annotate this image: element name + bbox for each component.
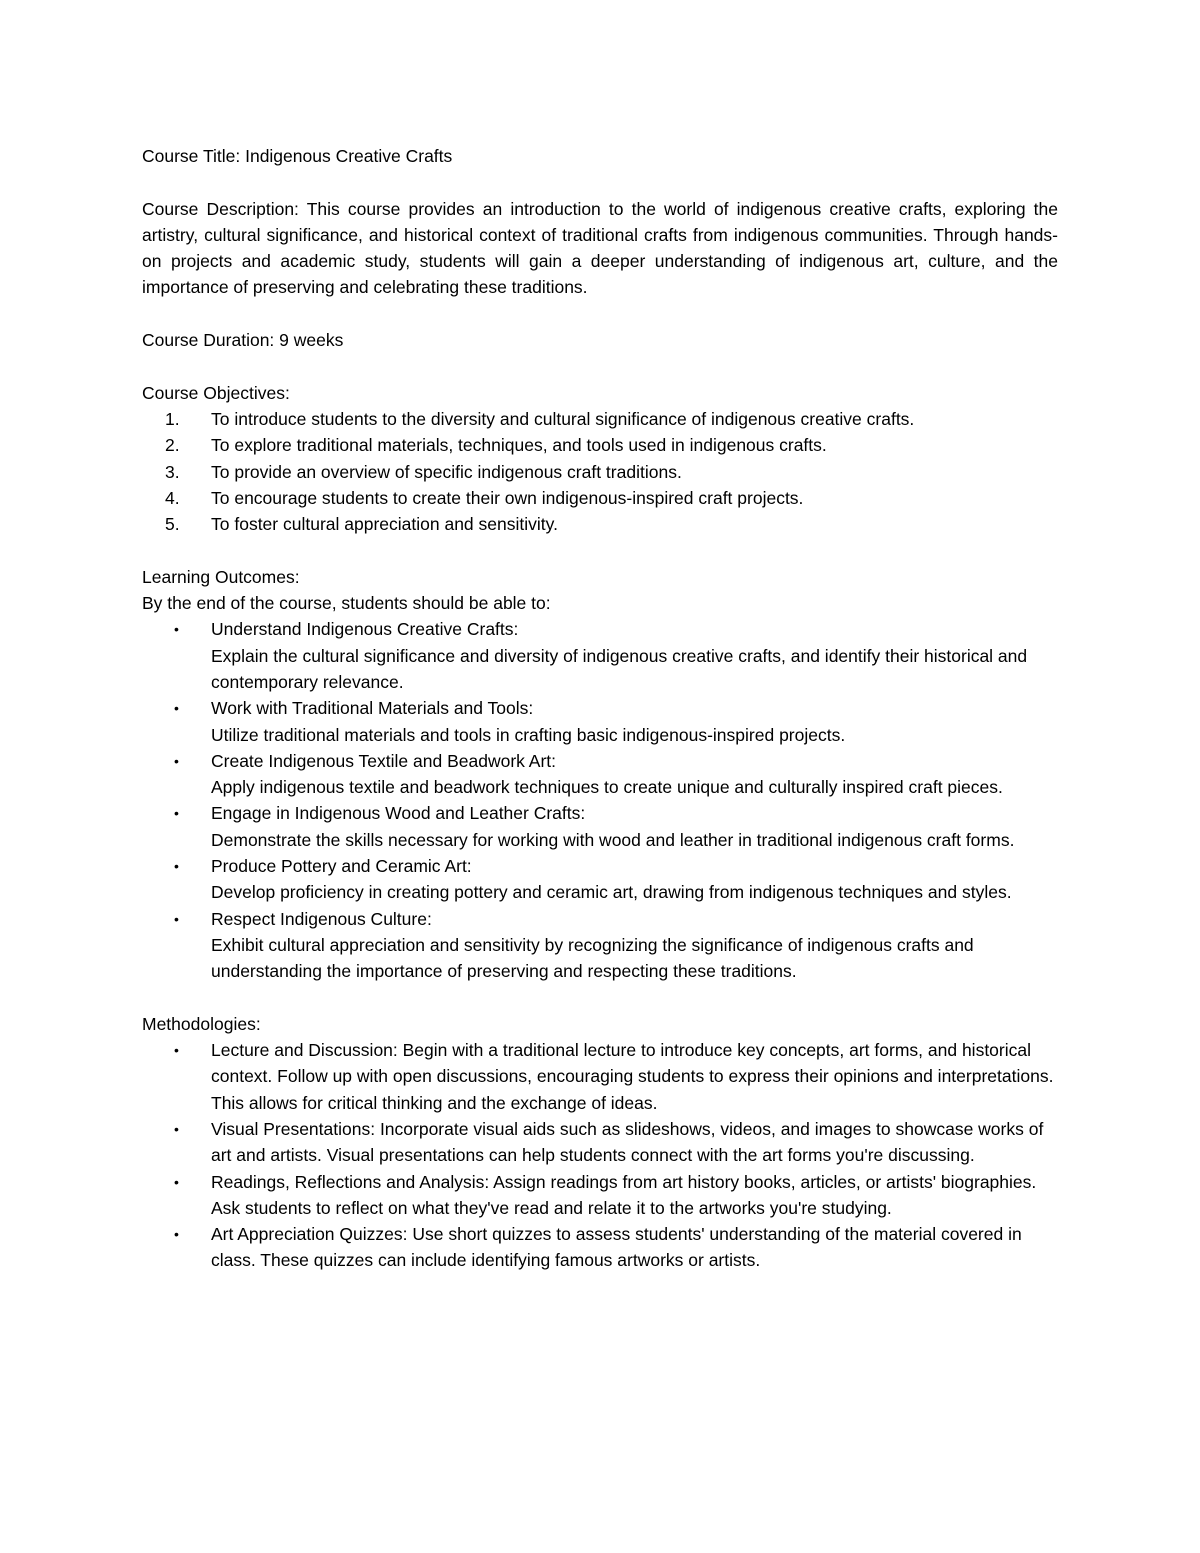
outcome-description: Exhibit cultural appreciation and sensitivity by recognizing the significance of indigenous crafts and understanding the importance of preserving and respecting these traditions. [211,934,974,982]
list-item [142,906,1058,985]
list-number: 1. [165,408,180,429]
methodology-text: Readings, Reflections and Analysis: Assign readings from art history books, articles, or artists' biographies. Ask students to reflect on what they've read and relate it to the artworks you're studying. [211,1171,1037,1218]
outcome-title: Create Indigenous Textile and Beadwork Art: [211,750,557,771]
list-item [142,485,1058,511]
outcome-title: Respect Indigenous Culture: [211,908,432,929]
list-item [142,1221,1058,1274]
bullet-icon: • [174,1120,179,1137]
bullet-icon: • [174,621,179,638]
list-number: 2. [165,435,180,456]
objectives-list [142,406,1058,537]
methodology-text: Lecture and Discussion: Begin with a traditional lecture to introduce key concepts, art forms, and historical context. Follow up with open discussions, encouraging students to express their opinions and interpretations. This allows for critical thinking and the exchange of ideas. [211,1040,1054,1113]
spacer [142,301,1058,327]
objective-text: To explore traditional materials, techniques, and tools used in indigenous crafts. [211,435,827,456]
document-page [142,143,1058,1274]
methodologies-heading: Methodologies: [142,1013,261,1034]
outcomes-intro: By the end of the course, students should be able to: [142,593,551,614]
spacer [142,353,1058,379]
list-item [142,1116,1058,1169]
list-item [142,459,1058,485]
bullet-icon: • [174,910,179,927]
objective-text: To introduce students to the diversity and cultural significance of indigenous creative crafts. [211,408,915,429]
outcome-title: Understand Indigenous Creative Crafts: [211,619,519,640]
spacer [142,537,1058,563]
outcome-description: Apply indigenous textile and beadwork techniques to create unique and culturally inspired craft pieces. [211,777,1003,798]
outcomes-list [142,616,1058,984]
spacer [142,985,1058,1011]
outcome-title: Engage in Indigenous Wood and Leather Crafts: [211,803,586,824]
outcome-title: Work with Traditional Materials and Tools: [211,698,534,719]
bullet-icon: • [174,752,179,769]
list-number: 5. [165,514,180,535]
bullet-icon: • [174,805,179,822]
bullet-icon: • [174,700,179,717]
methodology-text: Visual Presentations: Incorporate visual aids such as slideshows, videos, and images to showcase works of art and artists. Visual presentations can help students connect with the art forms you're discussing. [211,1118,1044,1166]
course-duration: Course Duration: 9 weeks [142,330,344,351]
outcome-description: Develop proficiency in creating pottery and ceramic art, drawing from indigenous techniques and styles. [211,882,1012,903]
methodologies-list [142,1037,1058,1274]
bullet-icon: • [174,1226,179,1243]
methodology-text: Art Appreciation Quizzes: Use short quizzes to assess students' understanding of the material covered in class. These quizzes can include identifying famous artworks or artists. [211,1224,1022,1271]
bullet-icon: • [174,1042,179,1059]
objective-text: To provide an overview of specific indigenous craft traditions. [211,461,682,482]
list-item [142,616,1058,695]
list-number: 3. [165,461,180,482]
list-item [142,748,1058,801]
list-number: 4. [165,487,180,508]
course-title: Course Title: Indigenous Creative Crafts [142,146,453,166]
list-item [142,1169,1058,1222]
objectives-heading: Course Objectives: [142,382,290,403]
list-item [142,406,1058,432]
outcome-description: Explain the cultural significance and diversity of indigenous creative crafts, and identify their historical and contemporary relevance. [211,645,1028,692]
bullet-icon: • [174,1173,179,1190]
outcomes-heading: Learning Outcomes: [142,566,300,587]
list-item [142,1037,1058,1116]
list-item [142,511,1058,537]
list-item [142,800,1058,853]
objective-text: To foster cultural appreciation and sensitivity. [211,514,558,535]
course-description: Course Description: This course provides an introduction to the world of indigenous creative crafts, exploring the artistry, cultural significance, and historical context of traditional crafts from indigenous communities. Through hands-on projects and academic study, students will gain a deeper understanding of indigenous art, culture, and the importance of preserving and celebrating these traditions. [142,198,1058,298]
outcome-description: Demonstrate the skills necessary for working with wood and leather in traditional indigenous craft forms. [211,829,1015,850]
outcome-title: Produce Pottery and Ceramic Art: [211,856,472,877]
outcome-description: Utilize traditional materials and tools in crafting basic indigenous-inspired projects. [211,724,846,745]
objective-text: To encourage students to create their own indigenous-inspired craft projects. [211,487,804,508]
list-item [142,853,1058,906]
list-item [142,432,1058,458]
bullet-icon: • [174,858,179,875]
spacer [142,169,1058,195]
list-item [142,695,1058,748]
